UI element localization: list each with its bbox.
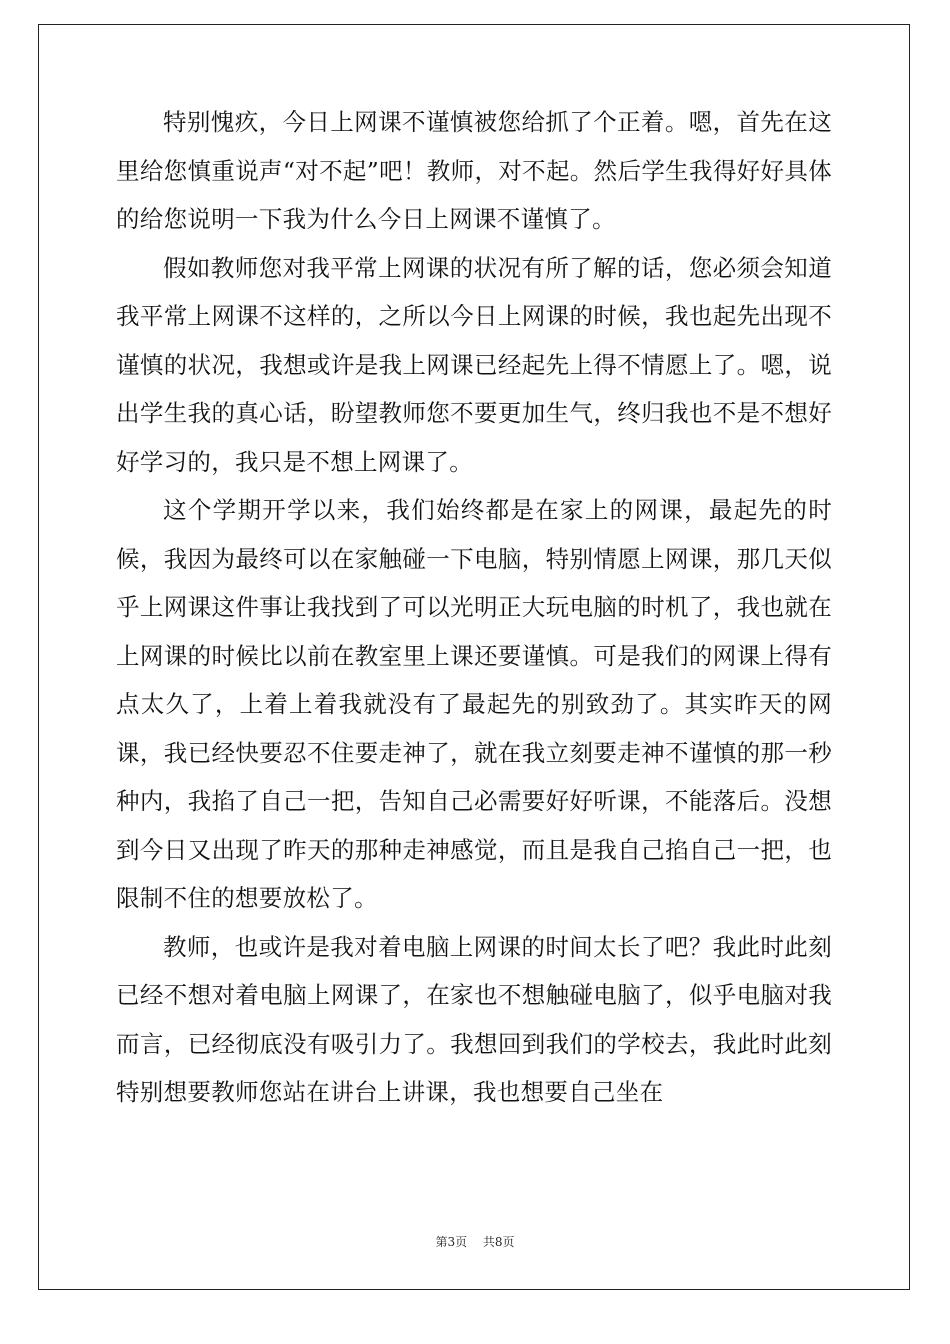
page-number-total: 共8页: [482, 1235, 515, 1249]
paragraph-4: 教师，也或许是我对着电脑上网课的时间太长了吧？我此时此刻已经不想对着电脑上网课了，在家也不想触碰电脑了，似乎电脑对我而言，已经彻底没有吸引力了。我想回到我们的学校去，我此时此刻特别想要教师您站在讲台上讲课，我也想要自己坐在: [116, 932, 832, 1106]
page-footer: [0, 1233, 950, 1250]
paragraph-1: 特别愧疚，今日上网课不谨慎被您给抓了个正着。嗯，首先在这里给您慎重说声“对不起”吧！教师，对不起。然后学生我得好好具体的给您说明一下我为什么今日上网课不谨慎了。: [116, 108, 832, 233]
paragraph-3: 这个学期开学以来，我们始终都是在家上的网课，最起先的时候，我因为最终可以在家触碰一下电脑，特别情愿上网课，那几天似乎上网课这件事让我找到了可以光明正大玩电脑的时机了，我也就在上网课的时候比以前在教室里上课还要谨慎。可是我们的网课上得有点太久了，上着上着我就没有了最起先的别致劲了。其实昨天的网课，我已经快要忍不住要走神了，就在我立刻要走神不谨慎的那一秒种内，我掐了自己一把，告知自己必需要好好听课，不能落后。没想到今日又出现了昨天的那种走神感觉，而且是我自己掐自己一把，也限制不住的想要放松了。: [116, 496, 832, 912]
paragraph-2: 假如教师您对我平常上网课的状况有所了解的话，您必须会知道我平常上网课不这样的，之所以今日上网课的时候，我也起先出现不谨慎的状况，我想或许是我上网课已经起先上得不情愿上了。嗯，说出学生我的真心话，盼望教师您不要更加生气，终归我也不是不想好好学习的，我只是不想上网课了。: [116, 253, 832, 476]
document-body: [116, 98, 832, 1117]
page-number-current: 第3页: [435, 1235, 468, 1249]
